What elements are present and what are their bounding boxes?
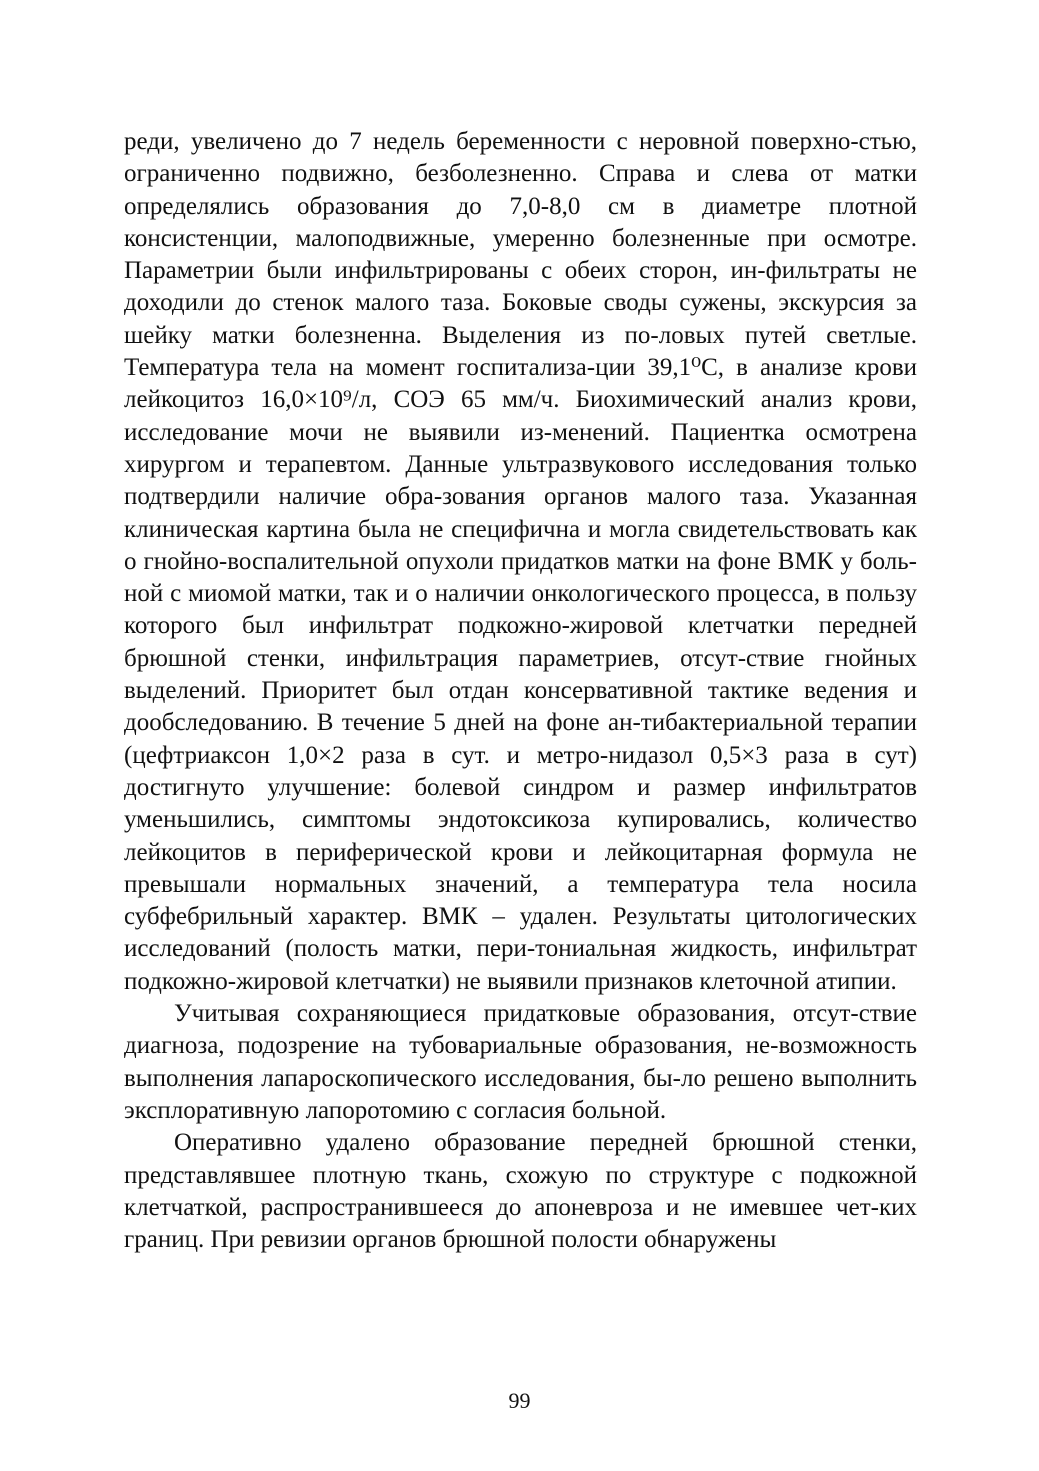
- paragraph-2: Учитывая сохраняющиеся придатковые образования, отсут-ствие диагноза, подозрение на тубовариальные образования, не-возможность выполнения лапароскопического исследования, бы-ло решено выполнить эксплоративную лапоротомию с согласия больной.: [124, 1000, 917, 1124]
- page-number: 99: [508, 1388, 531, 1413]
- document-body: [124, 126, 917, 1256]
- paragraph-1: реди, увеличено до 7 недель беременности с неровной поверхно-стью, ограниченно подвижно, безболезненно. Справа и слева от матки определялись образования до 7,0-8,0 см в диаметре плотной консистенции, малоподвижные, умеренно болезненные при осмотре. Параметрии были инфильтрированы с обеих сторон, ин-фильтраты не доходили до стенок малого таза. Боковые своды сужены, экскурсия за шейку матки болезненна. Выделения из по-ловых путей светлые. Температура тела на момент госпитализа-ции 39,1⁰С, в анализе крови лейкоцитоз 16,0×10⁹/л, СОЭ 65 мм/ч. Биохимический анализ крови, исследование мочи не выявили из-менений. Пациентка осмотрена хирургом и терапевтом. Данные ультразвукового исследования только подтвердили наличие обра-зования органов малого таза. Указанная клиническая картина была не специфична и могла свидетельствовать как о гнойно-воспалительной опухоли придатков матки на фоне ВМК у боль-ной с миомой матки, так и о наличии онкологического процесса, в пользу которого был инфильтрат подкожно-жировой клетчатки передней брюшной стенки, инфильтрация параметриев, отсут-ствие гнойных выделений. Приоритет был отдан консервативной тактике ведения и дообследованию. В течение 5 дней на фоне ан-тибактериальной терапии (цефтриаксон 1,0×2 раза в сут. и метро-нидазол 0,5×3 раза в сут) достигнуто улучшение: болевой синдром и размер инфильтратов уменьшились, симптомы эндотоксикоза купировались, количество лейкоцитов в периферической крови и лейкоцитарная формула не превышали нормальных значений, а температура тела носила субфебрильный характер. ВМК – удален. Результаты цитологических исследований (полость матки, пери-тониальная жидкость, инфильтрат подкожно-жировой клетчатки) не выявили признаков клеточной атипии.: [124, 128, 917, 995]
- paragraph-3: Оперативно удалено образование передней брюшной стенки, представлявшее плотную ткань, схожую по структуре с подкожной клетчаткой, распространившееся до апоневроза и не имевшее чет-ких границ. При ревизии органов брюшной полости обнаружены: [124, 1129, 917, 1254]
